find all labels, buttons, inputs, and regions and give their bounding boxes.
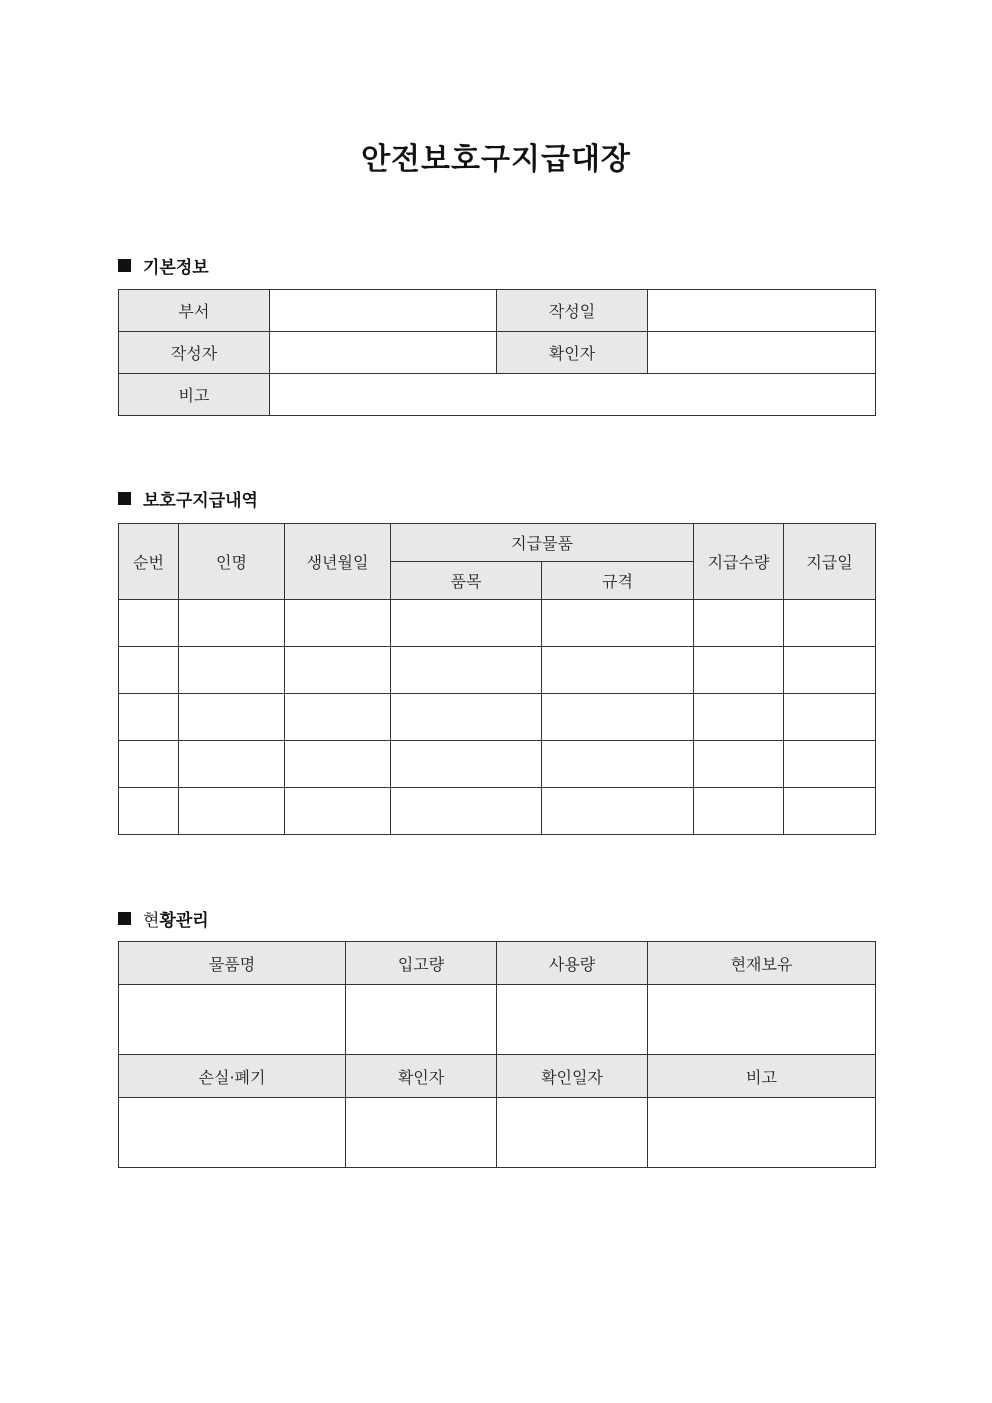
name-cell[interactable]: [179, 600, 285, 647]
birth-date-cell[interactable]: [285, 741, 391, 788]
current-stock-header: 현재보유: [648, 942, 876, 985]
issue-date-cell[interactable]: [784, 647, 876, 694]
seq-cell[interactable]: [119, 788, 179, 835]
status-table: [118, 941, 876, 1168]
status-heading: [118, 906, 209, 931]
spec-cell[interactable]: [542, 694, 694, 741]
issue-date-cell[interactable]: [784, 600, 876, 647]
spec-cell[interactable]: [542, 788, 694, 835]
name-cell[interactable]: [179, 647, 285, 694]
table-row: [119, 741, 876, 788]
current-stock-field[interactable]: [648, 985, 876, 1055]
quantity-cell[interactable]: [694, 600, 784, 647]
issuance-heading-text: 보호구지급내역: [143, 491, 258, 511]
stock-in-header: 입고량: [346, 942, 497, 985]
birth-date-cell[interactable]: [285, 788, 391, 835]
name-cell[interactable]: [179, 694, 285, 741]
author-field[interactable]: [270, 332, 497, 374]
name-cell[interactable]: [179, 788, 285, 835]
table-row: [119, 788, 876, 835]
remarks-field[interactable]: [270, 374, 876, 416]
item-name-cell[interactable]: [391, 647, 542, 694]
quantity-cell[interactable]: [694, 647, 784, 694]
basic-info-heading-text: 기본정보: [143, 258, 209, 278]
page-title: 안전보호구지급대장: [361, 142, 631, 177]
issue-date-cell[interactable]: [784, 741, 876, 788]
seq-header: 순번: [119, 524, 179, 600]
department-label: 부서: [119, 290, 270, 332]
issue-date-cell[interactable]: [784, 788, 876, 835]
status-remarks-header: 비고: [648, 1055, 876, 1098]
table-row: [119, 600, 876, 647]
loss-disposal-header: 손실·폐기: [119, 1055, 346, 1098]
date-written-label: 작성일: [497, 290, 648, 332]
date-written-field[interactable]: [648, 290, 876, 332]
item-name-field[interactable]: [119, 985, 346, 1055]
quantity-cell[interactable]: [694, 694, 784, 741]
item-name-cell[interactable]: [391, 694, 542, 741]
spec-header: 규격: [542, 562, 694, 600]
seq-cell[interactable]: [119, 694, 179, 741]
quantity-cell[interactable]: [694, 788, 784, 835]
item-name-cell[interactable]: [391, 741, 542, 788]
usage-field[interactable]: [497, 985, 648, 1055]
quantity-header: 지급수량: [694, 524, 784, 600]
stock-in-field[interactable]: [346, 985, 497, 1055]
quantity-cell[interactable]: [694, 741, 784, 788]
spec-cell[interactable]: [542, 741, 694, 788]
item-name-cell[interactable]: [391, 600, 542, 647]
confirmer-label: 확인자: [497, 332, 648, 374]
name-header: 인명: [179, 524, 285, 600]
square-bullet-icon: [118, 492, 131, 505]
birth-date-cell[interactable]: [285, 694, 391, 741]
items-header: 지급물품: [391, 524, 694, 562]
spec-cell[interactable]: [542, 600, 694, 647]
author-label: 작성자: [119, 332, 270, 374]
usage-header: 사용량: [497, 942, 648, 985]
seq-cell[interactable]: [119, 741, 179, 788]
status-remarks-field[interactable]: [648, 1098, 876, 1168]
confirmer-field[interactable]: [648, 332, 876, 374]
spec-cell[interactable]: [542, 647, 694, 694]
loss-disposal-field[interactable]: [119, 1098, 346, 1168]
status-heading-text: 황관리: [159, 911, 209, 931]
basic-info-heading: [118, 253, 209, 278]
birth-date-cell[interactable]: [285, 600, 391, 647]
birth-date-header: 생년월일: [285, 524, 391, 600]
name-cell[interactable]: [179, 741, 285, 788]
confirm-date-field[interactable]: [497, 1098, 648, 1168]
seq-cell[interactable]: [119, 600, 179, 647]
table-row: [119, 647, 876, 694]
issue-date-header: 지급일: [784, 524, 876, 600]
birth-date-cell[interactable]: [285, 647, 391, 694]
basic-info-table: [118, 289, 876, 416]
square-bullet-icon: [118, 912, 131, 925]
square-bullet-icon: [118, 259, 131, 272]
issuance-table: [118, 523, 876, 835]
item-name-header: 품목: [391, 562, 542, 600]
status-confirmer-field[interactable]: [346, 1098, 497, 1168]
issuance-heading: [118, 486, 258, 511]
status-heading-prefix: 현: [143, 911, 160, 931]
confirm-date-header: 확인일자: [497, 1055, 648, 1098]
department-field[interactable]: [270, 290, 497, 332]
remarks-label: 비고: [119, 374, 270, 416]
status-confirmer-header: 확인자: [346, 1055, 497, 1098]
issue-date-cell[interactable]: [784, 694, 876, 741]
item-name-header: 물품명: [119, 942, 346, 985]
table-row: [119, 694, 876, 741]
item-name-cell[interactable]: [391, 788, 542, 835]
seq-cell[interactable]: [119, 647, 179, 694]
